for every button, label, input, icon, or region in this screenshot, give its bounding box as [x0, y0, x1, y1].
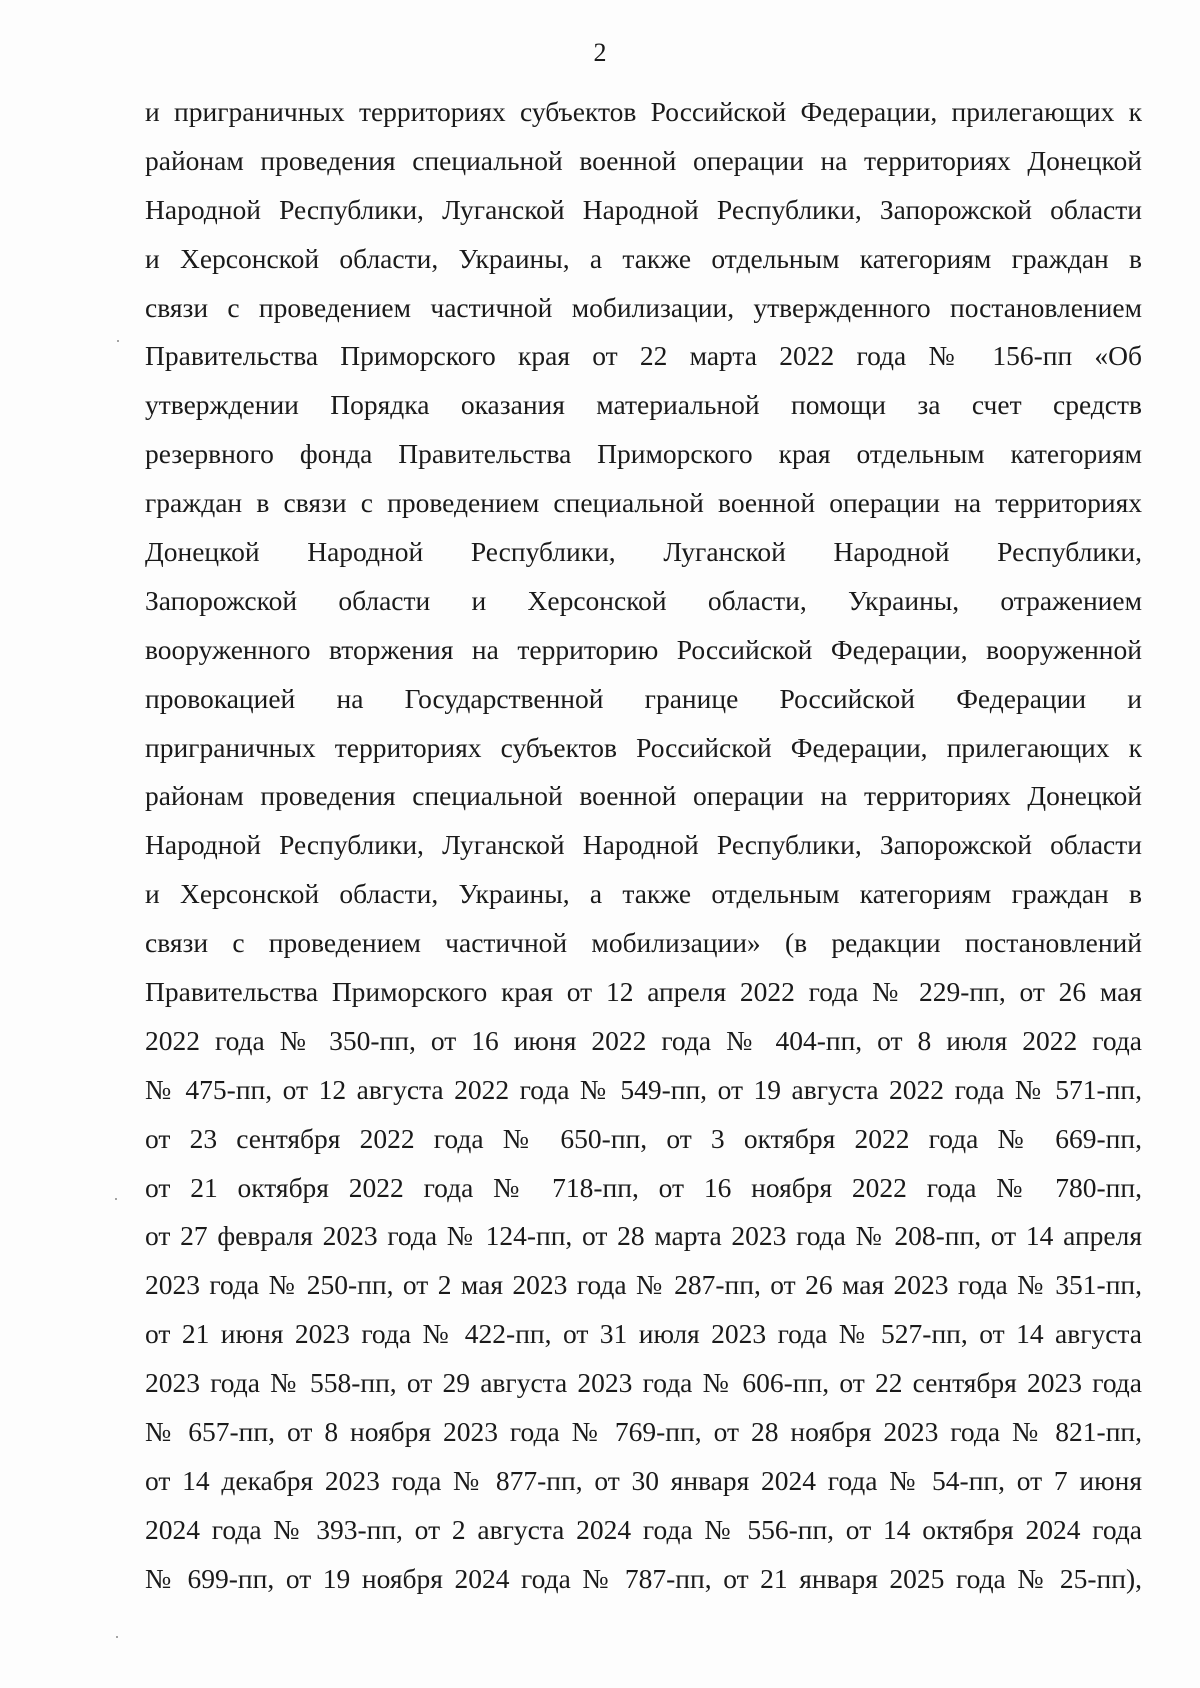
scan-speck [117, 340, 119, 342]
text-line-4: и Херсонской области, Украины, а также отдельным категориям граждан в [145, 242, 1142, 274]
page-number: 2 [593, 38, 607, 67]
text-line-31: № 699-пп, от 19 ноября 2024 года № 787-пп, от 21 января 2025 года № 25-пп), [145, 1562, 1142, 1594]
text-line-7: утверждении Порядка оказания материальной помощи за счет средств [145, 389, 1142, 421]
text-line-28: № 657-пп, от 8 ноября 2023 года № 769-пп, от 28 ноября 2023 года № 821-пп, [145, 1416, 1142, 1448]
text-line-2: районам проведения специальной военной операции на территориях Донецкой [145, 144, 1142, 176]
text-line-22: от 23 сентября 2022 года № 650-пп, от 3 октября 2022 года № 669-пп, [145, 1122, 1142, 1154]
text-line-21: № 475-пп, от 12 августа 2022 года № 549-пп, от 19 августа 2022 года № 571-пп, [145, 1073, 1142, 1105]
text-line-26: от 21 июня 2023 года № 422-пп, от 31 июля 2023 года № 527-пп, от 14 августа [145, 1318, 1142, 1350]
scan-speck [115, 1198, 117, 1200]
text-line-12: вооруженного вторжения на территорию Российской Федерации, вооруженной [145, 633, 1142, 665]
text-line-23: от 21 октября 2022 года № 718-пп, от 16 ноября 2022 года № 780-пп, [145, 1171, 1142, 1203]
document-body [145, 96, 1142, 1612]
text-line-25: 2023 года № 250-пп, от 2 мая 2023 года № 287-пп, от 26 мая 2023 года № 351-пп, [145, 1269, 1142, 1301]
text-line-15: районам проведения специальной военной операции на территориях Донецкой [145, 780, 1142, 812]
text-line-20: 2022 года № 350-пп, от 16 июня 2022 года № 404-пп, от 8 июля 2022 года [145, 1024, 1142, 1056]
text-line-9: граждан в связи с проведением специальной военной операции на территориях [145, 487, 1142, 519]
text-line-10: Донецкой Народной Республики, Луганской Народной Республики, [145, 536, 1142, 568]
text-line-29: от 14 декабря 2023 года № 877-пп, от 30 января 2024 года № 54-пп, от 7 июня [145, 1464, 1142, 1496]
text-line-1: и приграничных территориях субъектов Российской Федерации, прилегающих к [145, 96, 1142, 127]
text-line-18: связи с проведением частичной мобилизации» (в редакции постановлений [145, 927, 1142, 959]
text-line-8: резервного фонда Правительства Приморского края отдельным категориям [145, 438, 1142, 470]
text-line-30: 2024 года № 393-пп, от 2 августа 2024 года № 556-пп, от 14 октября 2024 года [145, 1513, 1142, 1545]
text-line-19: Правительства Приморского края от 12 апреля 2022 года № 229-пп, от 26 мая [145, 976, 1142, 1008]
text-line-6: Правительства Приморского края от 22 марта 2022 года № 156-пп «Об [145, 340, 1142, 372]
text-line-24: от 27 февраля 2023 года № 124-пп, от 28 марта 2023 года № 208-пп, от 14 апреля [145, 1220, 1142, 1252]
text-line-13: провокацией на Государственной границе Российской Федерации и [145, 682, 1142, 714]
scan-speck [116, 1636, 118, 1638]
text-line-16: Народной Республики, Луганской Народной Республики, Запорожской области [145, 829, 1142, 861]
text-line-17: и Херсонской области, Украины, а также отдельным категориям граждан в [145, 878, 1142, 910]
text-line-11: Запорожской области и Херсонской области, Украины, отражением [145, 584, 1142, 616]
text-line-14: приграничных территориях субъектов Российской Федерации, прилегающих к [145, 731, 1142, 763]
text-line-3: Народной Республики, Луганской Народной Республики, Запорожской области [145, 193, 1142, 225]
text-line-27: 2023 года № 558-пп, от 29 августа 2023 года № 606-пп, от 22 сентября 2023 года [145, 1367, 1142, 1399]
text-line-5: связи с проведением частичной мобилизации, утвержденного постановлением [145, 291, 1142, 323]
